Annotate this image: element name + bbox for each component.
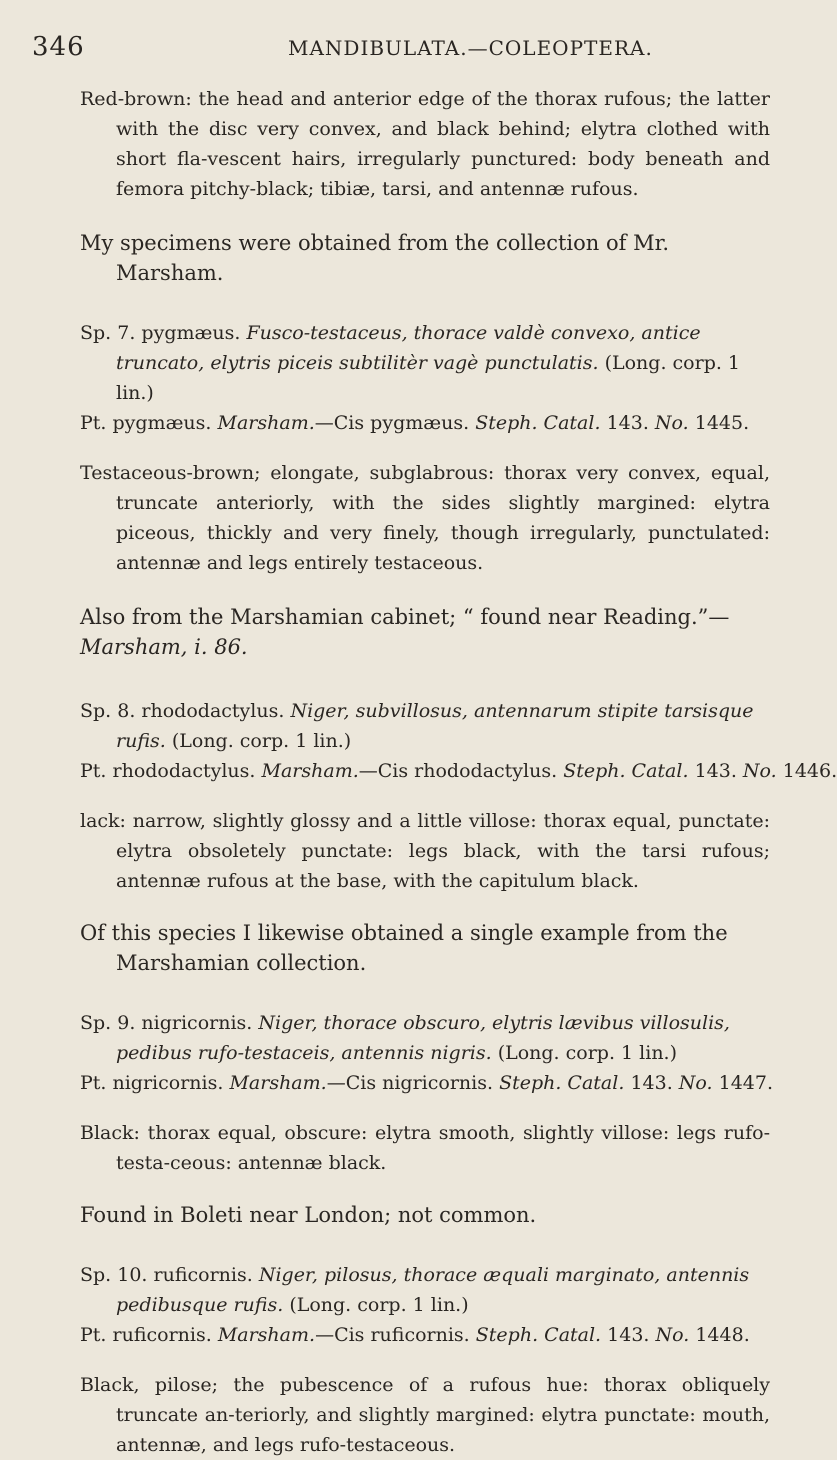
species-latin-diagnosis: Fusco-testaceus, thorace valdè convexo, antice truncato, elytris piceis subtilitèr vagè punctulatis.: [116, 322, 701, 374]
species-latin-diagnosis: Niger, pilosus, thorace æquali marginato, antennis pedibusque rufis.: [116, 1264, 750, 1316]
species-heading: Sp. 7. pygmæus.: [80, 322, 241, 344]
species-size: (Long. corp. 1 lin.): [497, 1042, 678, 1064]
page-header: [32, 32, 770, 70]
species-latin-diagnosis: Niger, thorace obscuro, elytris lævibus villosulis, pedibus rufo-testaceis, antennis nigris.: [116, 1012, 730, 1064]
running-head: MANDIBULATA.—COLEOPTERA.: [288, 36, 653, 60]
note-paragraph: Of this species I likewise obtained a single example from the Marshamian collection.: [80, 921, 728, 975]
description-paragraph: Red-brown: the head and anterior edge of the thorax rufous; the latter with the disc very convex, and black behind; elytra clothed with short fla-vescent hairs, irregularly punctured: body beneath and femora pitchy-black; tibiæ, tarsi, and antennæ rufous.: [80, 88, 770, 200]
species-size: (Long. corp. 1 lin.): [289, 1294, 469, 1316]
species-size: (Long. corp. 1 lin.): [171, 730, 352, 752]
species-heading: Sp. 9. nigricornis.: [80, 1012, 253, 1034]
description-paragraph: Black: thorax equal, obscure: elytra smooth, slightly villose: legs rufo-testa-ceous: antennæ black.: [80, 1122, 770, 1174]
note-paragraph: My specimens were obtained from the collection of Mr. Marsham.: [80, 231, 669, 285]
description-paragraph: lack: narrow, slightly glossy and a little villose: thorax equal, punctate: elytra obsoletely punctate: legs black, with the tarsi rufous; antennæ rufous at the base, with the capitulum black.: [80, 810, 770, 892]
species-synonymy-8: Pt. rhododactylus. Marsham.—Cis rhododactylus. Steph. Catal. 143. No. 1446.: [80, 760, 837, 782]
description-paragraph: Testaceous-brown; elongate, subglabrous: thorax very convex, equal, truncate anteriorly, with the sides slightly margined: elytra piceous, thickly and very finely, though irregularly, punctulated: antennæ and legs entirely testaceous.: [80, 462, 770, 574]
species-entry-10: [80, 1260, 770, 1320]
species-entry-8: [80, 696, 770, 756]
species-entry-7: [80, 318, 770, 408]
species-heading: Sp. 8. rhododactylus.: [80, 700, 285, 722]
species-synonymy-9: Pt. nigricornis. Marsham.—Cis nigricornis. Steph. Catal. 143. No. 1447.: [80, 1072, 774, 1094]
description-paragraph: Black, pilose; the pubescence of a rufous hue: thorax obliquely truncate an-teriorly, and slightly margined: elytra punctate: mouth, antennæ, and legs rufo-testaceous.: [80, 1374, 770, 1456]
species-entry-9: [80, 1008, 770, 1068]
species-latin-diagnosis: Niger, subvillosus, antennarum stipite tarsisque rufis.: [116, 700, 754, 752]
species-synonymy-7: Pt. pygmæus. Marsham.—Cis pygmæus. Steph. Catal. 143. No. 1445.: [80, 412, 750, 434]
species-size: (Long. corp. 1 lin.): [116, 352, 741, 404]
species-heading: Sp. 10. ruficornis.: [80, 1264, 253, 1286]
note-paragraph: Found in Boleti near London; not common.: [80, 1203, 537, 1227]
page-number: 346: [32, 32, 85, 62]
species-synonymy-10: Pt. ruficornis. Marsham.—Cis ruficornis. Steph. Catal. 143. No. 1448.: [80, 1324, 750, 1346]
note-paragraph: Also from the Marshamian cabinet; “ found near Reading.”— Marsham, i. 86.: [80, 605, 730, 659]
